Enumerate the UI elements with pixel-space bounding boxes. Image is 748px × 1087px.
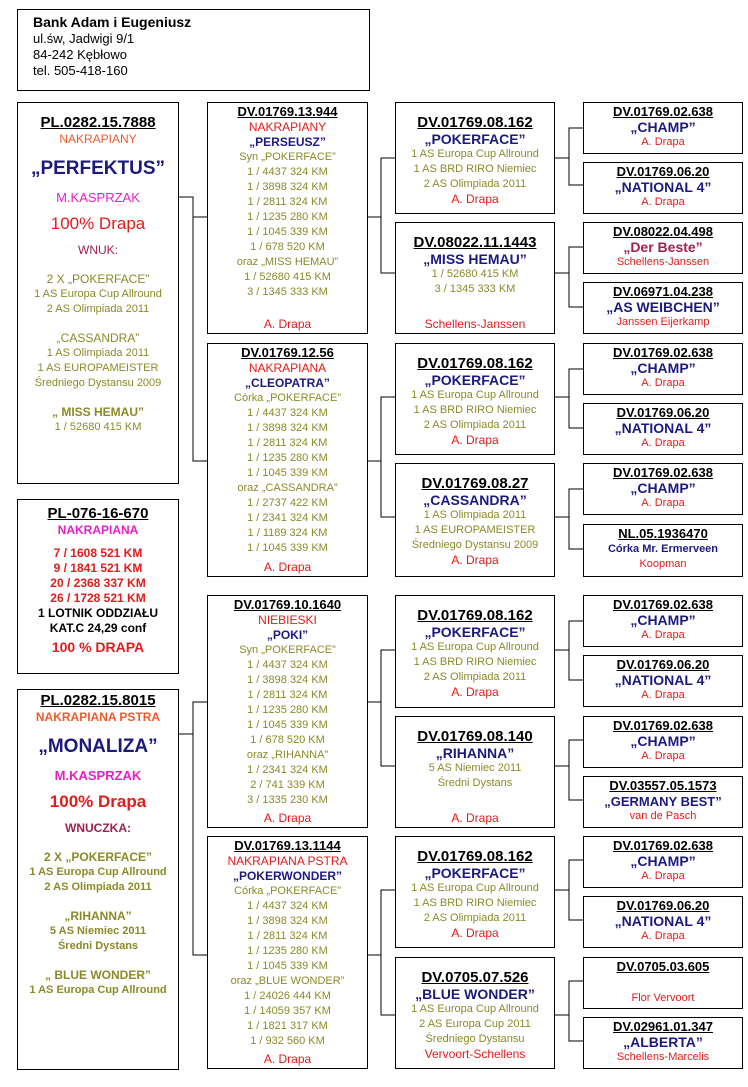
breeder: A. Drapa bbox=[641, 629, 685, 641]
relation: Syn „POKERFACE” bbox=[239, 644, 336, 656]
result-line: 1 / 1045 339 KM bbox=[247, 542, 328, 554]
note-line: 2 X „POKERFACE” bbox=[43, 850, 153, 864]
plumage: NAKRAPIANA bbox=[248, 361, 327, 375]
pigeon-card-ggp-9 bbox=[583, 595, 743, 647]
pigeon-name: „NATIONAL 4” bbox=[614, 913, 712, 929]
owner-name: Bank Adam i Eugeniusz bbox=[33, 14, 192, 30]
ring-number: DV.01769.08.162 bbox=[417, 848, 533, 865]
note-line: 2 AS Olimpiada 2011 bbox=[423, 178, 527, 190]
connector-parent-1 bbox=[368, 158, 395, 273]
ring-number: DV.02961.01.347 bbox=[612, 1019, 713, 1034]
pigeon-name: „GERMANY BEST” bbox=[604, 794, 722, 809]
pigeon-name: „POKERFACE” bbox=[424, 624, 526, 640]
result-line: 1 / 1821 317 KM bbox=[247, 1020, 328, 1032]
ring-number: DV.03557.05.1573 bbox=[609, 778, 717, 793]
note-line: 1 AS EUROPAMEISTER bbox=[37, 362, 159, 374]
pigeon-name: „CHAMP” bbox=[630, 480, 696, 496]
pigeon-name: Córka Mr. Ermerveen bbox=[607, 543, 719, 555]
pigeon-card-gp-3 bbox=[395, 343, 555, 455]
note-line: 2 X „POKERFACE” bbox=[46, 272, 150, 286]
pigeon-card-gp-4 bbox=[395, 463, 555, 577]
note-line: 5 AS Niemiec 2011 bbox=[49, 925, 147, 937]
result-line: 1 / 2341 324 KM bbox=[247, 764, 328, 776]
pigeon-card-gp-7 bbox=[395, 836, 555, 948]
result-line: 20 / 2368 337 KM bbox=[50, 576, 146, 590]
connector-gp-1 bbox=[555, 128, 583, 185]
ring-number: NL.05.1936470 bbox=[618, 526, 708, 541]
note-line: 1 AS Europa Cup Allround bbox=[29, 984, 167, 996]
owner-phone: tel. 505-418-160 bbox=[33, 63, 128, 78]
pigeon-name: „POKERFACE” bbox=[424, 865, 526, 881]
breeder: Koopman bbox=[639, 558, 687, 570]
note-line: „RIHANNA” bbox=[64, 909, 132, 923]
pigeon-card-ggp-8 bbox=[583, 524, 743, 577]
oraz-line: oraz „BLUE WONDER” bbox=[230, 975, 345, 987]
pigeon-card-pl-076 bbox=[17, 499, 179, 674]
plumage: NAKRAPIANA bbox=[57, 523, 139, 537]
pigeon-card-monaliza bbox=[17, 689, 179, 1070]
pigeon-card-gp-8 bbox=[395, 957, 555, 1069]
ring-number: DV.08022.04.498 bbox=[612, 224, 713, 239]
breeder: A. Drapa bbox=[451, 553, 499, 567]
ring-number: DV.01769.02.638 bbox=[612, 838, 713, 853]
note-line: 2 AS Europa Cup 2011 bbox=[419, 1018, 531, 1030]
ring-number: DV.01769.02.638 bbox=[612, 104, 713, 119]
owner-city: 84-242 Kębłowo bbox=[33, 47, 127, 62]
result-line: 1 / 678 520 KM bbox=[250, 734, 325, 746]
pigeon-card-ggp-15 bbox=[583, 957, 743, 1009]
relation: Córka „POKERFACE” bbox=[234, 885, 341, 897]
note-line: 1 AS Europa Cup Allround bbox=[34, 288, 162, 300]
pigeon-card-ggp-11 bbox=[583, 716, 743, 768]
result-line: 1 / 3898 324 KM bbox=[247, 674, 328, 686]
ring-number: DV.01769.08.162 bbox=[417, 114, 533, 131]
pigeon-name: „AS WEIBCHEN” bbox=[606, 299, 720, 315]
ring-number: DV.01769.02.638 bbox=[612, 597, 713, 612]
ring-number: DV.01769.08.27 bbox=[421, 475, 529, 492]
note-line: 1 AS Olimpiada 2011 bbox=[423, 509, 527, 521]
result-line: 1 / 2811 324 KM bbox=[247, 930, 328, 942]
pigeon-name: „CHAMP” bbox=[630, 119, 696, 135]
breeder: Vervoort-Schellens bbox=[424, 1047, 526, 1061]
note-line: 2 AS Olimpiada 2011 bbox=[46, 303, 150, 315]
note-line: 2 AS Olimpiada 2011 bbox=[44, 881, 152, 893]
owner-street: ul.św, Jadwigi 9/1 bbox=[33, 31, 135, 46]
pigeon-card-ggp-12 bbox=[583, 776, 743, 828]
plumage: NIEBIESKI bbox=[258, 613, 317, 627]
note-line: Średniego Dystansu 2009 bbox=[411, 539, 539, 551]
pigeon-card-ggp-1 bbox=[583, 102, 743, 154]
breeder: A. Drapa bbox=[641, 196, 685, 208]
pigeon-name: „ALBERTA” bbox=[623, 1034, 703, 1050]
result-line: 1 / 932 560 KM bbox=[250, 1035, 325, 1047]
pigeon-name: „CLEOPATRA” bbox=[245, 376, 330, 390]
pigeon-name: „CHAMP” bbox=[630, 733, 696, 749]
breeder: A. Drapa bbox=[451, 811, 499, 825]
ring-number: DV.01769.08.162 bbox=[417, 607, 533, 624]
relation: Syn „POKERFACE” bbox=[239, 151, 336, 163]
plumage: NAKRAPIANY bbox=[59, 132, 137, 146]
pigeon-card-pokerwonder bbox=[207, 836, 368, 1069]
ring-number: DV.01769.10.1640 bbox=[233, 597, 342, 612]
note-line: 1 / 52680 415 KM bbox=[54, 421, 142, 433]
pigeon-name: „POKERWONDER” bbox=[232, 869, 343, 883]
relation-role: WNUCZKA: bbox=[65, 821, 131, 835]
pigeon-card-cleopatra bbox=[207, 343, 368, 577]
ring-number: DV.01769.02.638 bbox=[612, 465, 713, 480]
breeder: A. Drapa bbox=[263, 811, 312, 825]
breeder: A. Drapa bbox=[263, 560, 312, 574]
note-line: 5 AS Niemiec 2011 bbox=[428, 762, 522, 774]
pigeon-name: „Der Beste” bbox=[623, 239, 703, 255]
result-line: 1 / 52680 415 KM bbox=[244, 271, 331, 283]
result-line: 1 / 1235 280 KM bbox=[247, 945, 328, 957]
note-line: Średni Dystans bbox=[57, 940, 139, 952]
kat-line: KAT.C 24,29 conf bbox=[49, 621, 147, 635]
pigeon-card-ggp-10 bbox=[583, 655, 743, 707]
result-line: 1 / 1235 280 KM bbox=[247, 704, 328, 716]
note-line: „ BLUE WONDER” bbox=[45, 968, 151, 982]
result-line: 1 / 4437 324 KM bbox=[247, 659, 328, 671]
breeder: van de Pasch bbox=[629, 810, 697, 822]
result-line: 1 / 3898 324 KM bbox=[247, 181, 328, 193]
pigeon-name: „PERSEUSZ” bbox=[249, 135, 326, 149]
pigeon-name: „RIHANNA” bbox=[435, 745, 515, 761]
oraz-line: oraz „CASSANDRA” bbox=[237, 482, 338, 494]
note-line: 1 AS Europa Cup Allround bbox=[411, 1003, 539, 1015]
ring-number: DV.01769.08.162 bbox=[417, 355, 533, 372]
relation-role: WNUK: bbox=[78, 243, 118, 257]
note-line: 1 AS Europa Cup Allround bbox=[29, 866, 167, 878]
note-line: Średni Dystans bbox=[437, 777, 513, 789]
pigeon-card-gp-6 bbox=[395, 716, 555, 828]
breeder: Schellens-Janssen bbox=[424, 317, 526, 331]
breeder: Flor Vervoort bbox=[631, 992, 695, 1004]
breeder: A. Drapa bbox=[263, 317, 312, 331]
breeder: A. Drapa bbox=[641, 689, 685, 701]
pigeon-card-ggp-2 bbox=[583, 162, 743, 214]
note-line: 3 / 1345 333 KM bbox=[434, 283, 516, 295]
result-line: 1 / 1045 339 KM bbox=[247, 226, 328, 238]
pigeon-name: „NATIONAL 4” bbox=[614, 420, 712, 436]
ring-number: DV.01769.12.56 bbox=[241, 345, 334, 360]
note-line: 2 AS Olimpiada 2011 bbox=[423, 419, 527, 431]
connector-gp-7 bbox=[555, 860, 583, 920]
connector-gp-2 bbox=[555, 247, 583, 307]
pigeon-name: „MISS HEMAU” bbox=[423, 251, 527, 267]
connector-gp-5 bbox=[555, 621, 583, 680]
result-line: 9 / 1841 521 KM bbox=[53, 561, 143, 575]
owner-contact-box bbox=[17, 9, 370, 91]
pigeon-name: „BLUE WONDER” bbox=[415, 986, 535, 1002]
ring-number: DV.01769.02.638 bbox=[612, 718, 713, 733]
breeder: A. Drapa bbox=[641, 930, 685, 942]
pigeon-name: „POKI” bbox=[266, 628, 309, 642]
result-line: 1 / 1235 280 KM bbox=[247, 211, 328, 223]
pigeon-card-perfektus bbox=[17, 102, 179, 484]
result-line: 1 / 2811 324 KM bbox=[247, 689, 328, 701]
result-line: 1 / 1045 339 KM bbox=[247, 467, 328, 479]
result-line: 1 / 24026 444 KM bbox=[244, 990, 331, 1002]
ring-number: DV.01769.06.20 bbox=[616, 405, 710, 420]
breeder: A. Drapa bbox=[451, 685, 499, 699]
result-line: 1 / 3898 324 KM bbox=[247, 422, 328, 434]
ring-number: DV.01769.02.638 bbox=[612, 345, 713, 360]
result-line: 3 / 1345 333 KM bbox=[247, 286, 328, 298]
note-line: 1 AS BRD RIRO Niemiec bbox=[413, 163, 537, 175]
result-line: 1 / 1045 339 KM bbox=[247, 719, 328, 731]
note-line: 1 AS BRD RIRO Niemiec bbox=[413, 656, 537, 668]
connector-parent-2 bbox=[368, 397, 395, 517]
ring-number: DV.0705.03.605 bbox=[616, 959, 710, 974]
note-line: 1 AS BRD RIRO Niemiec bbox=[413, 404, 537, 416]
connector-gp-4 bbox=[555, 489, 583, 549]
plumage: NAKRAPIANY bbox=[248, 120, 327, 134]
pigeon-card-ggp-13 bbox=[583, 836, 743, 888]
connector-gp-3 bbox=[555, 369, 583, 428]
result-line: 1 / 14059 357 KM bbox=[244, 1005, 331, 1017]
plumage: NAKRAPIANA PSTRA bbox=[35, 710, 161, 724]
ring-number: DV.06971.04.238 bbox=[612, 284, 713, 299]
pigeon-card-gp-2 bbox=[395, 222, 555, 334]
result-line: 1 / 1045 339 KM bbox=[247, 960, 328, 972]
breeder: A. Drapa bbox=[451, 433, 499, 447]
pigeon-card-ggp-4 bbox=[583, 282, 743, 334]
result-line: 1 / 4437 324 KM bbox=[247, 900, 328, 912]
ring-number: DV.01769.08.140 bbox=[417, 728, 533, 745]
pigeon-name: „CHAMP” bbox=[630, 612, 696, 628]
percentage: 100% Drapa bbox=[49, 792, 147, 811]
pigeon-name: „CHAMP” bbox=[630, 360, 696, 376]
pigeon-card-ggp-7 bbox=[583, 463, 743, 515]
pigeon-card-gp-1 bbox=[395, 102, 555, 214]
pigeon-card-poki bbox=[207, 595, 368, 828]
pigeon-name: „NATIONAL 4” bbox=[614, 179, 712, 195]
connector-gp-6 bbox=[555, 740, 583, 800]
relation: Córka „POKERFACE” bbox=[234, 392, 341, 404]
pigeon-name: „POKERFACE” bbox=[424, 131, 526, 147]
ring-number: PL.0282.15.7888 bbox=[40, 114, 156, 131]
result-line: 1 / 2737 422 KM bbox=[247, 497, 328, 509]
pigeon-card-ggp-14 bbox=[583, 896, 743, 948]
percentage: 100% Drapa bbox=[50, 214, 146, 233]
breeder: A. Drapa bbox=[263, 1052, 312, 1066]
result-line: 1 / 2811 324 KM bbox=[247, 437, 328, 449]
connector-parent-4 bbox=[368, 890, 395, 1015]
breeder: A. Drapa bbox=[641, 377, 685, 389]
lotnik-line: 1 LOTNIK ODDZIAŁU bbox=[38, 606, 158, 620]
pigeon-card-perseusz bbox=[207, 102, 368, 334]
pigeon-card-gp-5 bbox=[395, 595, 555, 708]
breeder: Schellens-Janssen bbox=[616, 256, 710, 268]
connector-parent-3 bbox=[368, 650, 395, 766]
ring-number: PL-076-16-670 bbox=[47, 505, 149, 522]
result-line: 1 / 2341 324 KM bbox=[247, 512, 328, 524]
note-line: 1 AS Europa Cup Allround bbox=[411, 882, 539, 894]
ring-number: DV.01769.06.20 bbox=[616, 657, 710, 672]
breeder: A. Drapa bbox=[641, 497, 685, 509]
pigeon-name: „NATIONAL 4” bbox=[614, 672, 712, 688]
connector-perfektus bbox=[179, 197, 207, 461]
oraz-line: oraz „RIHANNA” bbox=[246, 749, 329, 761]
note-line: „CASSANDRA” bbox=[56, 331, 140, 345]
breeder: Janssen Eijerkamp bbox=[616, 316, 710, 328]
result-line: 1 / 2811 324 KM bbox=[247, 196, 328, 208]
pigeon-name: „POKERFACE” bbox=[424, 372, 526, 388]
plumage: NAKRAPIANA PSTRA bbox=[227, 854, 348, 868]
result-line: 1 / 1235 280 KM bbox=[247, 452, 328, 464]
ring-number: DV.01769.13.944 bbox=[237, 104, 338, 119]
note-line: Średniego Dystansu bbox=[425, 1033, 525, 1045]
owner: M.KASPRZAK bbox=[54, 768, 142, 783]
pigeon-card-ggp-6 bbox=[583, 403, 743, 455]
note-line: „ MISS HEMAU” bbox=[51, 405, 144, 419]
note-line: 1 / 52680 415 KM bbox=[431, 268, 519, 280]
ring-number: DV.01769.06.20 bbox=[616, 898, 710, 913]
breeder: A. Drapa bbox=[641, 750, 685, 762]
breeder: Schellens-Marcelis bbox=[616, 1051, 710, 1063]
oraz-line: oraz „MISS HEMAU” bbox=[236, 256, 339, 268]
breeder: A. Drapa bbox=[451, 192, 499, 206]
note-line: 1 AS Europa Cup Allround bbox=[411, 641, 539, 653]
note-line: 2 AS Olimpiada 2011 bbox=[423, 912, 527, 924]
result-line: 2 / 741 339 KM bbox=[250, 779, 325, 791]
note-line: 1 AS Olimpiada 2011 bbox=[46, 347, 150, 359]
connector-monaliza bbox=[179, 702, 207, 955]
breeder: A. Drapa bbox=[641, 870, 685, 882]
note-line: 1 AS Europa Cup Allround bbox=[411, 389, 539, 401]
breeder: A. Drapa bbox=[641, 136, 685, 148]
ring-number: DV.0705.07.526 bbox=[421, 969, 529, 986]
result-line: 3 / 1335 230 KM bbox=[247, 794, 328, 806]
ring-number: DV.08022.11.1443 bbox=[413, 234, 537, 251]
pigeon-card-ggp-16 bbox=[583, 1017, 743, 1069]
result-line: 26 / 1728 521 KM bbox=[50, 591, 146, 605]
result-line: 7 / 1608 521 KM bbox=[53, 546, 143, 560]
owner: M.KASPRZAK bbox=[56, 190, 140, 205]
note-line: Średniego Dystansu 2009 bbox=[34, 377, 162, 389]
pigeon-name: „MONALIZA” bbox=[38, 736, 158, 757]
pigeon-name: „PERFEKTUS” bbox=[30, 158, 166, 179]
result-line: 1 / 678 520 KM bbox=[250, 241, 325, 253]
result-line: 1 / 3898 324 KM bbox=[247, 915, 328, 927]
breeder: A. Drapa bbox=[641, 437, 685, 449]
note-line: 1 AS Europa Cup Allround bbox=[411, 148, 539, 160]
pigeon-name: „CASSANDRA” bbox=[423, 492, 527, 508]
percentage: 100 % DRAPA bbox=[51, 639, 145, 655]
note-line: 1 AS BRD RIRO Niemiec bbox=[413, 897, 537, 909]
pigeon-name: „CHAMP” bbox=[630, 853, 696, 869]
pigeon-card-ggp-3 bbox=[583, 222, 743, 274]
connector-gp-8 bbox=[555, 981, 583, 1041]
result-line: 1 / 4437 324 KM bbox=[247, 407, 328, 419]
result-line: 1 / 4437 324 KM bbox=[247, 166, 328, 178]
note-line: 2 AS Olimpiada 2011 bbox=[423, 671, 527, 683]
breeder: A. Drapa bbox=[451, 926, 499, 940]
ring-number: PL.0282.15.8015 bbox=[40, 692, 156, 709]
ring-number: DV.01769.06.20 bbox=[616, 164, 710, 179]
pigeon-card-ggp-5 bbox=[583, 343, 743, 395]
result-line: 1 / 1189 324 KM bbox=[247, 527, 328, 539]
ring-number: DV.01769.13.1144 bbox=[234, 838, 341, 853]
note-line: 1 AS EUROPAMEISTER bbox=[414, 524, 536, 536]
